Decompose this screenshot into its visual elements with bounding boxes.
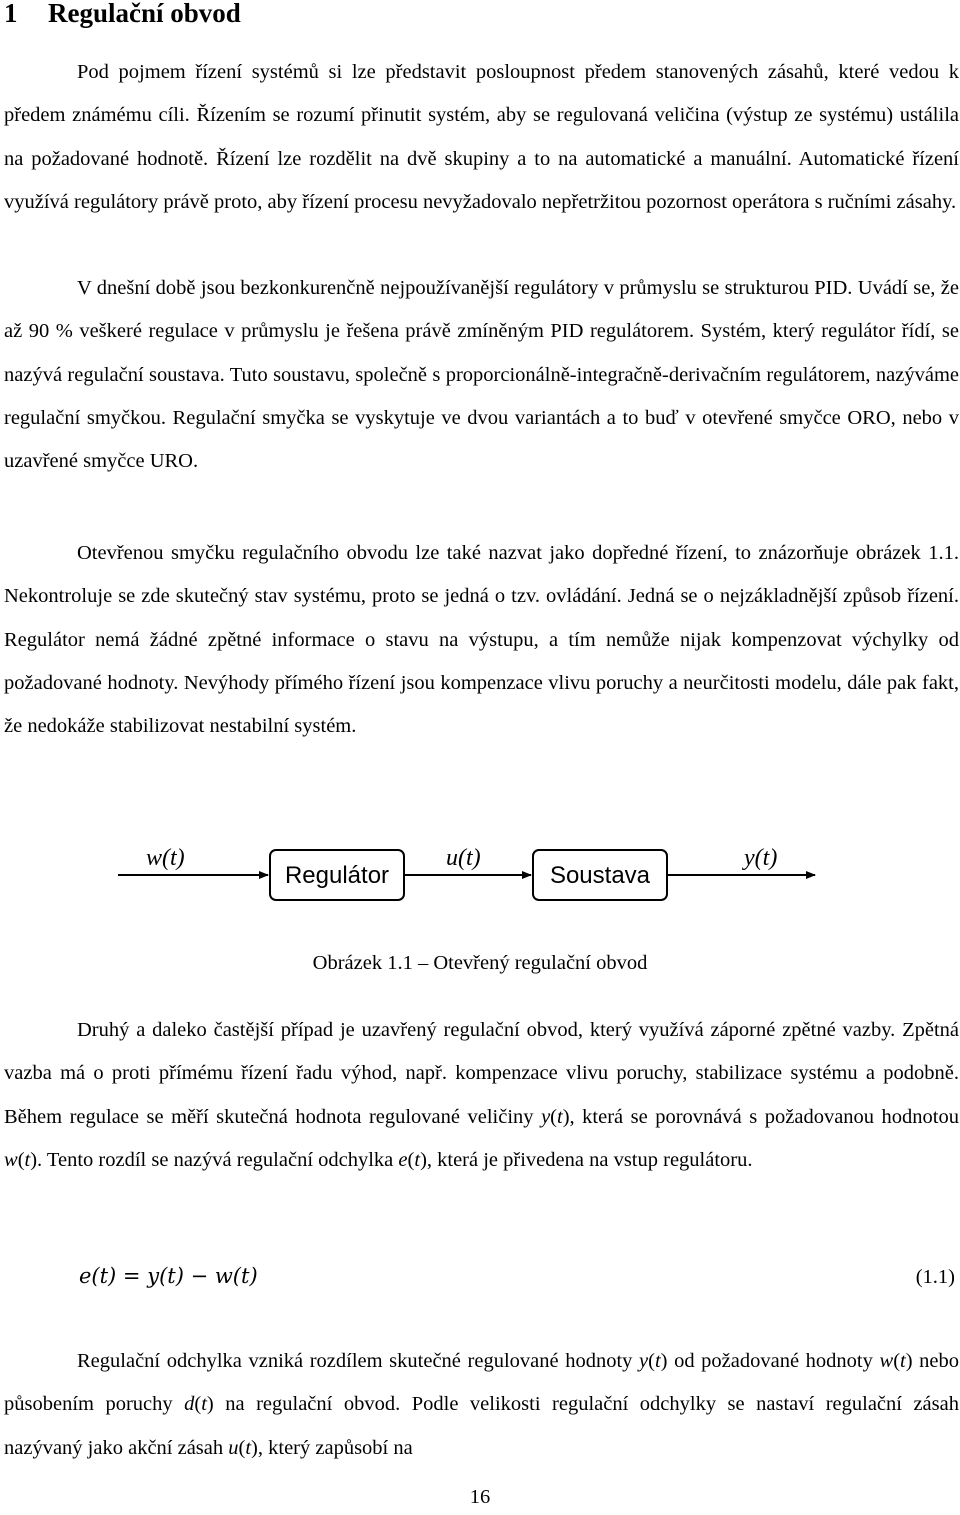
paragraph-intro: Pod pojmem řízení systémů si lze představit posloupnost předem stanovených zásahů, které vedou k předem známému cíli. Řízením se rozumí přinutit systém, aby se regulovaná veličina (výstup ze systému) ustálila na požadované hodnotě. Řízení lze rozdělit na dvě skupiny a to na automatické a manuální. Automatické řízení využívá regulátory právě proto, aby řízení procesu nevyžadovalo nepřetržitou pozornost operátora s ručními zásahy. [4,61,959,213]
control-signal-label: u(t) [446,845,481,871]
section-title: Regulační obvod [48,0,241,28]
system-label: Soustava [549,862,651,889]
paragraph-open-loop: Otevřenou smyčku regulačního obvodu lze také nazvat jako dopředné řízení, to znázorňuje obrázek 1.1. Nekontroluje se zde skutečný stav systému, proto se jedná o tzv. ovládání. Jedná se o nejzákladnější způsob řízení. Regulátor nemá žádné zpětné informace o stavu na výstupu, a tím nemůže nijak kompenzovat výchylky od požadované hodnoty. Nevýhody přímého řízení jsou kompenzace vlivu poruchy a neurčitosti modelu, dále pak fakt, že nedokáže stabilizovat nestabilní systém. [4,542,959,738]
figure-caption: Obrázek 1.1 – Otevřený regulační obvod [312,952,648,974]
page-number: 16 [469,1486,491,1508]
equation-number: (1.1) [915,1266,955,1288]
section-number: 1 [4,0,18,28]
input-signal-label: w(t) [146,845,185,871]
paragraph-error-definition: Regulační odchylka vzniká rozdílem skutečné regulované hodnoty y(t) od požadované hodnoty w(t) nebo působením poruchy d(t) na regulační obvod. Podle velikosti regulační odchylky se nastaví regulační zásah nazývaný jako akční zásah u(t), který zapůsobí na [4,1350,960,1459]
paragraph-pid: V dnešní době jsou bezkonkurenčně nejpoužívanější regulátory v průmyslu se strukturou PID. Uvádí se, že až 90 % veškeré regulace v průmyslu je řešena právě zmíněným PID regulátorem. Systém, který regulátor řídí, se nazývá regulační soustava. Tuto soustavu, společně s proporcionálně-integračně-derivačním regulátorem, nazýváme regulační smyčkou. Regulační smyčka se vyskytuje ve dvou variantách a to buď v otevřené smyčce ORO, nebo v uzavřené smyčce URO. [4,277,959,473]
section-heading [4,0,241,29]
regulator-label: Regulátor [284,862,390,889]
open-loop-block-diagram [118,840,818,925]
equation-error: e(t) = y(t) − w(t) [79,1264,258,1288]
paragraph-closed-loop: Druhý a daleko častější případ je uzavřený regulační obvod, který využívá záporné zpětné vazby. Zpětná vazba má o proti přímému řízení řadu výhod, např. kompenzace vlivu poruchy, stabilizace systému a podobně. Během regulace se měří skutečná hodnota regulované veličiny y(t), která se porovnává s požadovanou hodnotou w(t). Tento rozdíl se nazývá regulační odchylka e(t), která je přivedena na vstup regulátoru. [4,1019,959,1171]
output-signal-label: y(t) [744,845,778,871]
